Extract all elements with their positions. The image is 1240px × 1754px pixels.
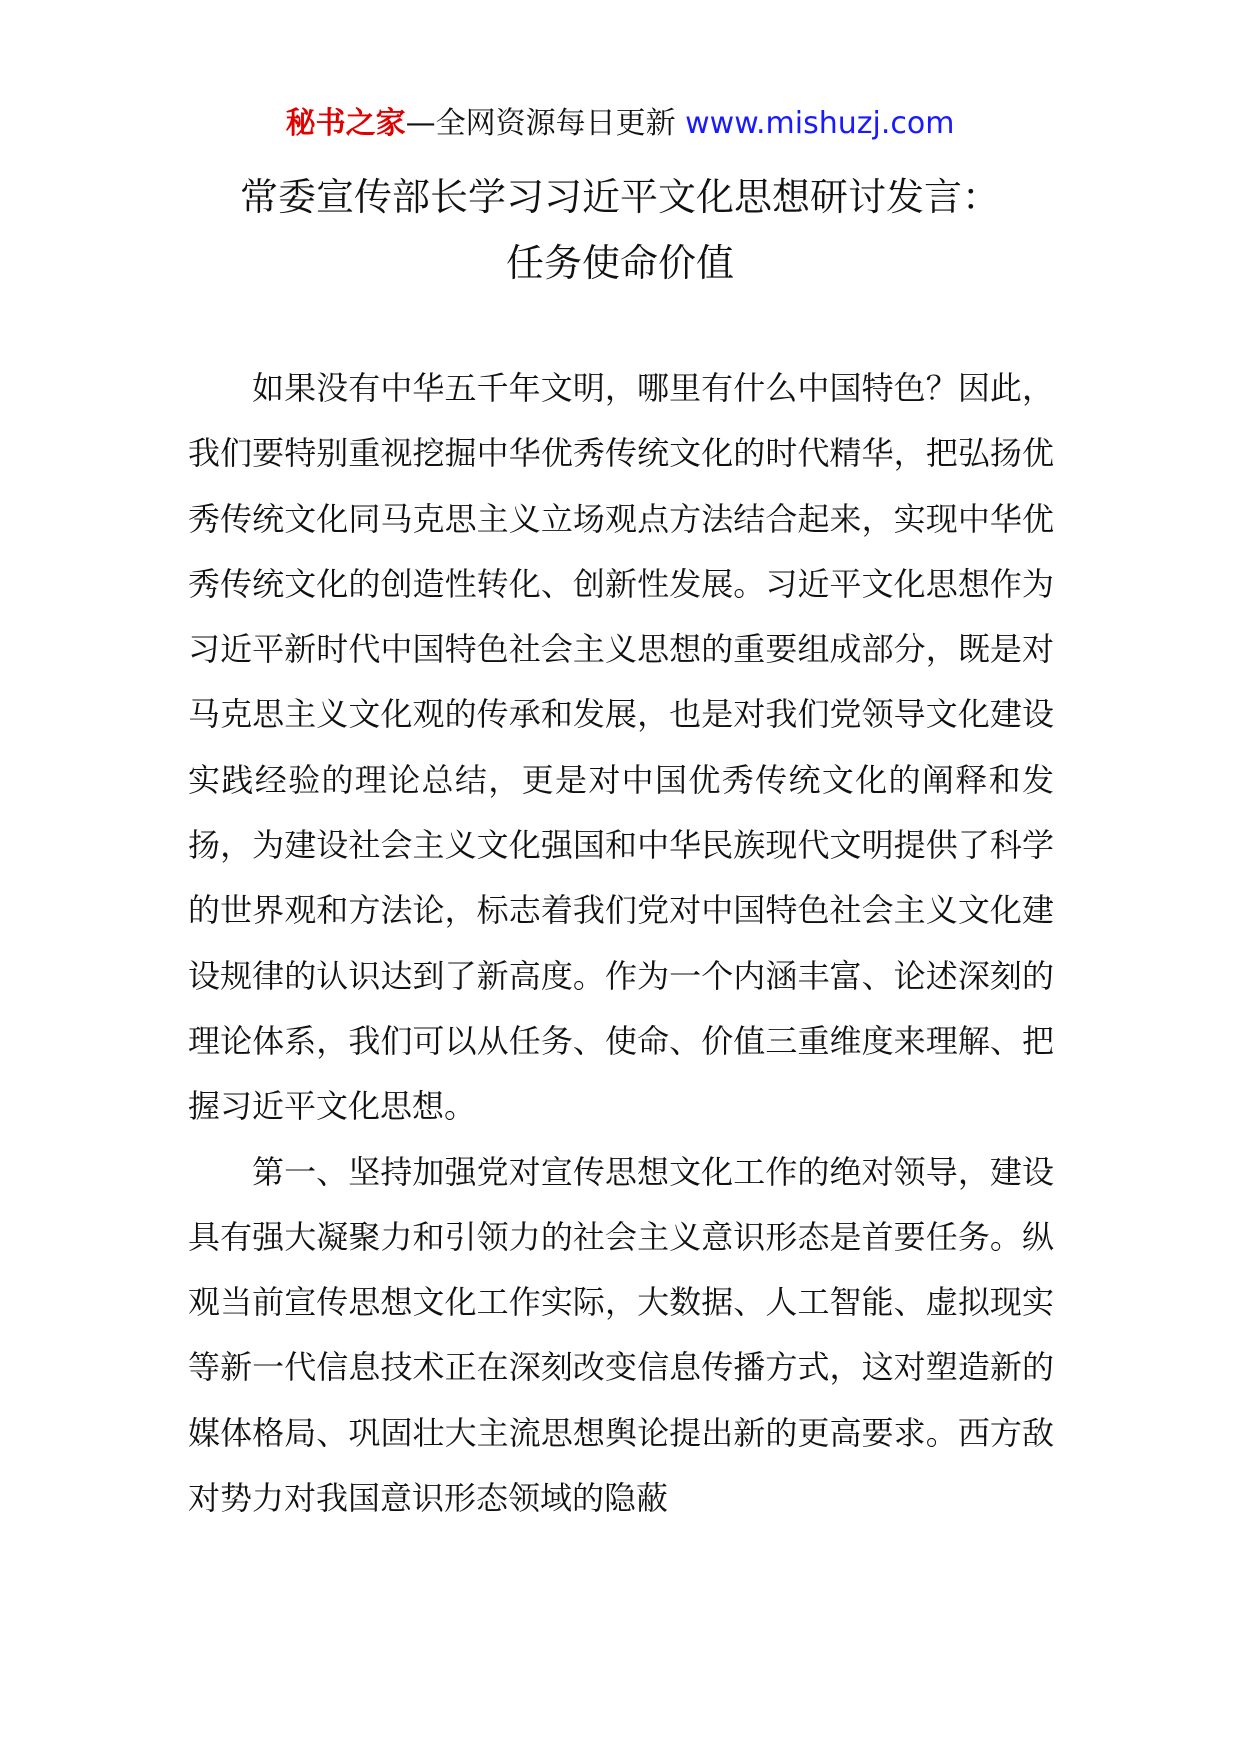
paragraph-1: 如果没有中华五千年文明，哪里有什么中国特色？因此，我们要特别重视挖掘中华优秀传统文化的时代精华，把弘扬优秀传统文化同马克思主义立场观点方法结合起来，实现中华优秀传统文化的创造性转化、创新性发展。习近平文化思想作为习近平新时代中国特色社会主义思想的重要组成部分，既是对马克思主义文化观的传承和发展，也是对我们党领导文化建设实践经验的理论总结，更是对中国优秀传统文化的阐释和发扬，为建设社会主义文化强国和中华民族现代文明提供了科学的世界观和方法论，标志着我们党对中国特色社会主义文化建设规律的认识达到了新高度。作为一个内涵丰富、论述深刻的理论体系，我们可以从任务、使命、价值三重维度来理解、把握习近平文化思想。 xyxy=(188,369,1054,1126)
paragraph-2: 第一、坚持加强党对宣传思想文化工作的绝对领导，建设具有强大凝聚力和引领力的社会主义意识形态是首要任务。纵观当前宣传思想文化工作实际，大数据、人工智能、虚拟现实等新一代信息技术正在深刻改变信息传播方式，这对塑造新的媒体格局、巩固壮大主流思想舆论提出新的更高要求。西方敌对势力对我国意识形态领域的隐蔽 xyxy=(188,1152,1054,1518)
title-line-2: 任务使命价值 xyxy=(505,241,734,285)
document-title xyxy=(0,164,1240,296)
title-line-1: 常委宣传部长学习习近平文化思想研讨发言： xyxy=(239,175,1000,219)
site-tagline: —全网资源每日更新 xyxy=(405,106,686,141)
site-brand: 秘书之家 xyxy=(285,106,406,141)
site-header xyxy=(0,102,1240,146)
document-body xyxy=(188,356,1054,1531)
site-url-link[interactable]: www.mishuzj.com xyxy=(685,106,955,141)
